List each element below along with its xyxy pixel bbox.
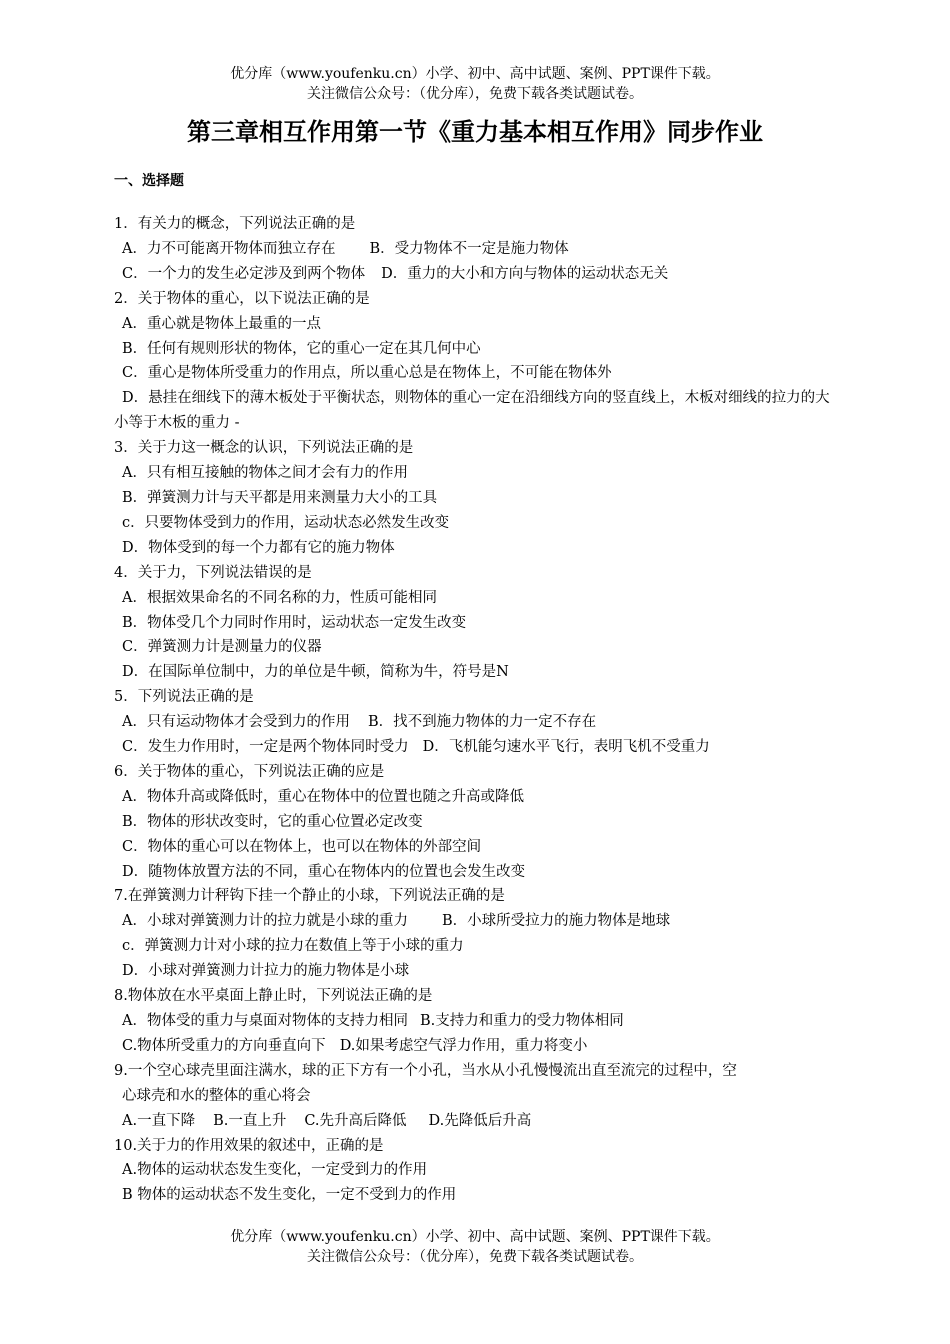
option-a: A.物体的运动状态发生变化，一定受到力的作用 — [122, 1162, 428, 1179]
question-stem: 9.一个空心球壳里面注满水，球的正下方有一个小孔，当水从小孔慢慢流出直至流完的过程中，空 — [114, 1062, 737, 1079]
option-b: B．弹簧测力计与天平都是用来测量力大小的工具 — [122, 489, 438, 506]
option-d: D．随物体放置方法的不同，重心在物体内的位置也会发生改变 — [122, 863, 526, 880]
option-c: C．一个力的发生必定涉及到两个物体 — [122, 265, 366, 282]
question-5 — [114, 685, 836, 760]
option-d: D．在国际单位制中，力的单位是牛顿，简称为牛，符号是N — [122, 664, 509, 681]
question-9 — [114, 1059, 836, 1134]
option-row — [114, 1109, 836, 1134]
option-b: B．任何有规则形状的物体，它的重心一定在其几何中心 — [122, 340, 481, 357]
option-d: D.如果考虑空气浮力作用，重力将变小 — [339, 1037, 588, 1054]
option-a: A．物体升高或降低时，重心在物体中的位置也随之升高或降低 — [122, 788, 524, 805]
question-stem: 4．关于力，下列说法错误的是 — [114, 564, 312, 581]
option-b: B．小球所受拉力的施力物体是地球 — [441, 913, 671, 930]
option-c: c．弹簧测力计对小球的拉力在数值上等于小球的重力 — [122, 938, 464, 955]
option-d: D．重力的大小和方向与物体的运动状态无关 — [381, 265, 669, 282]
option-c: C．重心是物体所受重力的作用点，所以重心总是在物体上，不可能在物体外 — [122, 365, 612, 382]
question-stem: 1．有关力的概念，下列说法正确的是 — [114, 216, 356, 232]
option-b: B 物体的运动状态不发生变化，一定不受到力的作用 — [122, 1187, 457, 1204]
question-stem: 6．关于物体的重心，下列说法正确的应是 — [114, 763, 385, 780]
option-b: B．物体的形状改变时，它的重心位置必定改变 — [122, 813, 423, 830]
option-d: D．飞机能匀速水平飞行，表明飞机不受重力 — [422, 739, 710, 756]
question-list — [114, 212, 836, 1208]
question-stem: 10.关于力的作用效果的叙述中，正确的是 — [114, 1137, 384, 1154]
page-header — [0, 64, 950, 104]
question-stem-continued: 心球壳和水的整体的重心将会 — [122, 1087, 311, 1104]
option-a: A．物体受的重力与桌面对物体的支持力相同 — [122, 1013, 408, 1029]
option-d: D．小球对弹簧测力计拉力的施力物体是小球 — [122, 963, 410, 980]
question-1 — [114, 212, 836, 287]
option-a: A．力不可能离开物体而独立存在 — [122, 240, 336, 257]
question-4 — [114, 561, 836, 686]
header-line-2: 关注微信公众号：（优分库），免费下载各类试题试卷。 — [307, 86, 643, 102]
option-a: A．小球对弹簧测力计的拉力就是小球的重力 — [122, 913, 408, 930]
option-c: C.先升高后降低 — [304, 1112, 407, 1129]
question-8 — [114, 984, 836, 1059]
option-a: A．重心就是物体上最重的一点 — [122, 315, 321, 332]
question-10 — [114, 1134, 836, 1209]
section-heading: 一、选择题 — [114, 173, 184, 189]
option-b: B.一直上升 — [213, 1112, 287, 1129]
page-footer — [0, 1227, 950, 1267]
option-b: B．受力物体不一定是施力物体 — [369, 240, 569, 257]
option-a: A．根据效果命名的不同名称的力，性质可能相同 — [122, 589, 437, 606]
option-c: C．物体的重心可以在物体上，也可以在物体的外部空间 — [122, 838, 482, 855]
footer-line-2: 关注微信公众号：（优分库），免费下载各类试题试卷。 — [307, 1249, 643, 1265]
question-stem: 2．关于物体的重心，以下说法正确的是 — [114, 290, 370, 307]
header-line-1: 优分库（www.youfenku.cn）小学、初中、高中试题、案例、PPT课件下载。 — [230, 66, 720, 82]
question-7 — [114, 884, 836, 984]
option-b: B．物体受几个力同时作用时，运动状态一定发生改变 — [122, 614, 467, 631]
footer-line-1: 优分库（www.youfenku.cn）小学、初中、高中试题、案例、PPT课件下载。 — [230, 1229, 720, 1245]
option-d: D．悬挂在细线下的薄木板处于平衡状态，则物体的重心一定在沿细线方向的竖直线上，木板对细线的拉力的大小等于木板的重力 - — [114, 390, 830, 432]
question-stem: 5．下列说法正确的是 — [114, 689, 254, 706]
question-stem: 7.在弹簧测力计秤钩下挂一个静止的小球，下列说法正确的是 — [114, 888, 505, 905]
option-row — [114, 237, 836, 262]
question-6 — [114, 760, 836, 885]
option-a: A．只有相互接触的物体之间才会有力的作用 — [122, 465, 408, 482]
option-c: c．只要物体受到力的作用，运动状态必然发生改变 — [122, 514, 450, 531]
option-row — [114, 1009, 836, 1034]
question-2 — [114, 287, 836, 436]
option-d: D.先降低后升高 — [428, 1112, 532, 1129]
question-stem: 8.物体放在水平桌面上静止时，下列说法正确的是 — [114, 988, 433, 1005]
option-a: A.一直下降 — [122, 1112, 196, 1129]
option-row — [114, 909, 836, 934]
option-b: B．找不到施力物体的力一定不存在 — [367, 714, 597, 731]
question-3 — [114, 436, 836, 561]
option-a: A．只有运动物体才会受到力的作用 — [122, 714, 350, 731]
option-c: C．弹簧测力计是测量力的仪器 — [122, 639, 322, 656]
option-row — [114, 262, 836, 287]
question-stem: 3．关于力这一概念的认识，下列说法正确的是 — [114, 440, 414, 457]
option-row — [114, 735, 836, 760]
page-title: 第三章相互作用第一节《重力基本相互作用》同步作业 — [187, 118, 763, 146]
option-c: C.物体所受重力的方向垂直向下 — [122, 1037, 326, 1054]
option-c: C．发生力作用时，一定是两个物体同时受力 — [122, 739, 409, 756]
option-d: D．物体受到的每一个力都有它的施力物体 — [122, 539, 395, 556]
option-row — [114, 710, 836, 735]
option-row — [114, 1034, 836, 1059]
option-b: B.支持力和重力的受力物体相同 — [419, 1013, 624, 1029]
